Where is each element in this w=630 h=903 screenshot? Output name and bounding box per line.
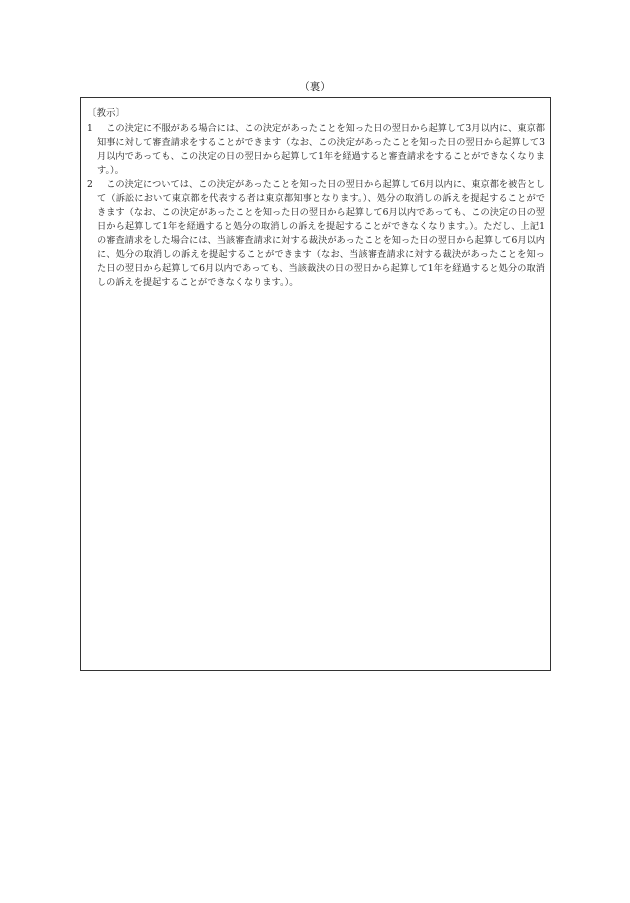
notice-item-2 [87, 178, 545, 290]
notice-box [80, 97, 551, 671]
notice-heading: 〔教示〕 [87, 108, 126, 119]
notice-item-1 [87, 122, 545, 178]
notice-item-text: この決定に不服がある場合には、この決定があったことを知った日の翌日から起算して3月以内に、東京都知事に対して審査請求をすることができます（なお、この決定があったことを知った日の翌日から起算して3月以内であっても、この決定の日の翌日から起算して1年を経過すると審査請求をすることができなくなります。）。 [97, 123, 545, 176]
notice-item-number: 1 [87, 123, 93, 134]
notice-item-text: この決定については、この決定があったことを知った日の翌日から起算して6月以内に、東京都を被告として（訴訟において東京都を代表する者は東京都知事となります。）、処分の取消しの訴えを提起することができます（なお、この決定があったことを知った日の翌日から起算して6月以内であっても、この決定の日の翌日から起算して1年を経過すると処分の取消しの訴えを提起することができなくなります。）。ただし、上記1の審査請求をした場合には、当該審査請求に対する裁決があったことを知った日の翌日から起算して6月以内に、処分の取消しの訴えを提起することができます（なお、当該審査請求に対する裁決があったことを知った日の翌日から起算して6月以内であっても、当該裁決の日の翌日から起算して1年を経過すると処分の取消しの訴えを提起することができなくなります。）。 [97, 179, 545, 288]
page-side-label: （裏） [299, 81, 331, 93]
notice-item-number: 2 [87, 179, 93, 190]
